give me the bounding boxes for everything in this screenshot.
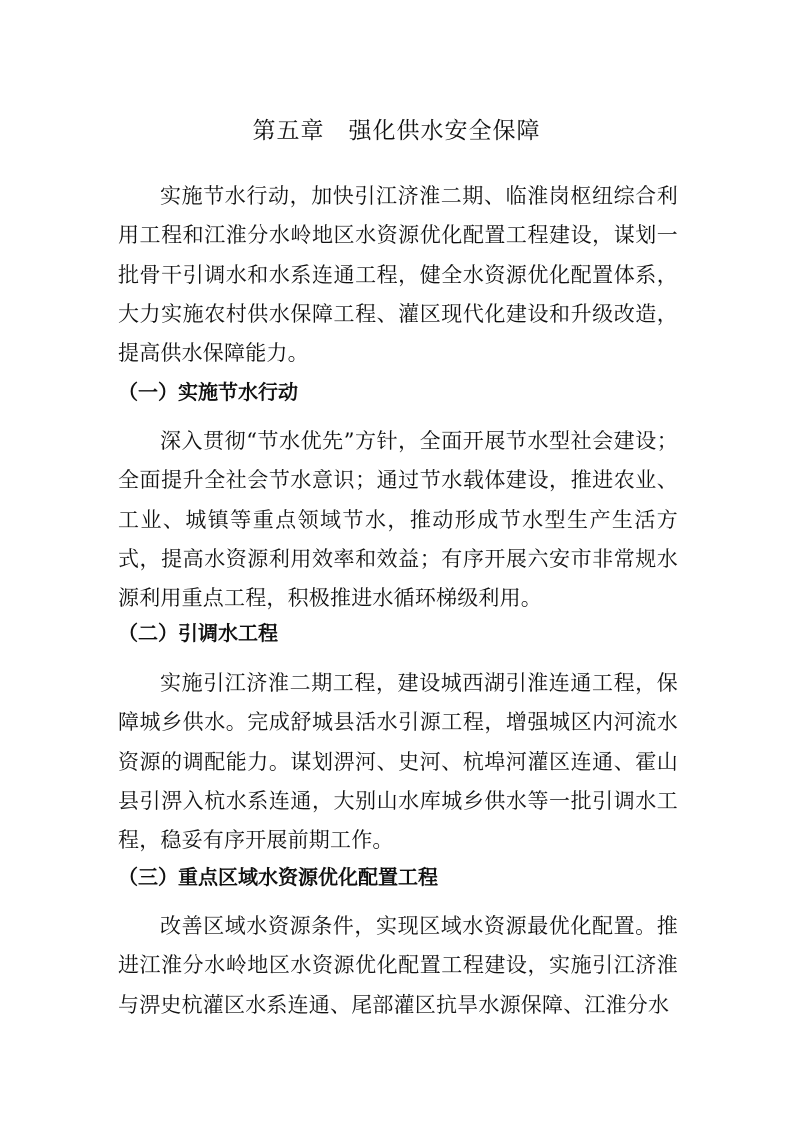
section-heading-water-saving: （一）实施节水行动 [118, 380, 298, 404]
section-body-water-diversion: 实施引江济淮二期工程，建设城西湖引淮连通工程，保障城乡供水。完成舒城县活水引源工程，增强城区内河流水资源的调配能力。谋划淠河、史河、杭埠河灌区连通、霍山县引淠入杭水系连通，大别山水库城乡供水等一批引调水工程，稳妥有序开展前期工作。 [118, 671, 678, 853]
section-heading-resource-allocation: （三）重点区域水资源优化配置工程 [118, 865, 438, 889]
section-heading-water-diversion: （二）引调水工程 [118, 621, 278, 645]
chapter-title: 第五章 强化供水安全保障 [252, 118, 541, 144]
chapter-intro-paragraph: 实施节水行动，加快引江济淮二期、临淮岗枢纽综合利用工程和江淮分水岭地区水资源优化配置工程建设，谋划一批骨干引调水和水系连通工程，健全水资源优化配置体系，大力实施农村供水保障工程、灌区现代化建设和升级改造，提高供水保障能力。 [118, 184, 678, 366]
section-body-water-saving: 深入贯彻“节水优先”方针，全面开展节水型社会建设；全面提升全社会节水意识；通过节水载体建设，推进农业、工业、城镇等重点领域节水，推动形成节水型生产生活方式，提高水资源利用效率和效益；有序开展六安市非常规水源利用重点工程，积极推进水循环梯级利用。 [118, 429, 678, 611]
section-body-resource-allocation: 改善区域水资源条件，实现区域水资源最优化配置。推进江淮分水岭地区水资源优化配置工程建设，实施引江济淮与淠史杭灌区水系连通、尾部灌区抗旱水源保障、江淮分水 [118, 914, 678, 1017]
